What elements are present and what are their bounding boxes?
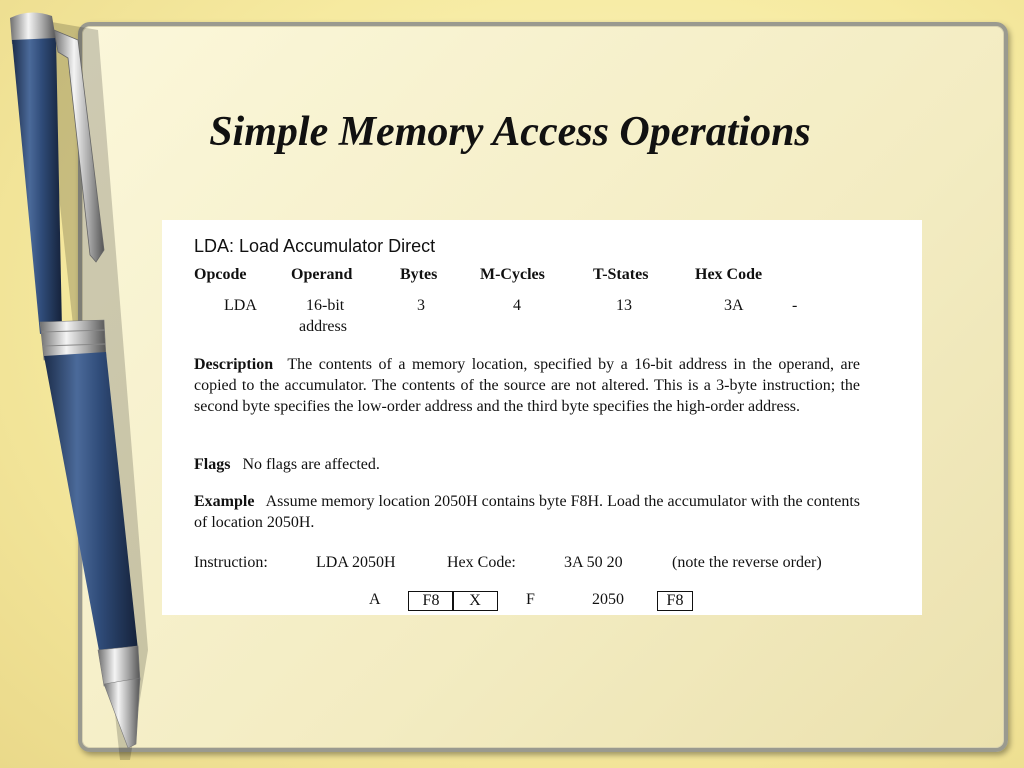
value-operand-line2: address (299, 318, 347, 335)
instruction-label: Instruction: (194, 554, 268, 571)
header-opcode: Opcode (194, 266, 247, 283)
register-a-box: F8 (408, 591, 454, 611)
header-hex-code: Hex Code (695, 266, 763, 283)
value-m-cycles: 4 (513, 297, 521, 314)
header-t-states: T-States (593, 266, 649, 283)
reverse-order-note: (note the reverse order) (672, 554, 822, 571)
flags-paragraph (194, 454, 860, 475)
memory-address: 2050 (592, 591, 624, 608)
description-label: Description (194, 356, 274, 373)
instruction-value: LDA 2050H (316, 554, 396, 571)
memory-value-box: F8 (657, 591, 693, 611)
description-text: The contents of a memory location, specified by a 16-bit address in the operand, are copied to the accumulator. The contents of the source are not altered. This is a 3-byte instruction; the second byte specifies the low-order address and the third byte specifies the high-order address. (194, 356, 860, 415)
value-operand-line1: 16-bit (306, 297, 345, 314)
register-a-label: A (369, 591, 381, 608)
register-f-label: F (526, 591, 535, 608)
instruction-heading: LDA: Load Accumulator Direct (194, 236, 436, 256)
value-t-states: 13 (616, 297, 632, 314)
value-extra: - (792, 297, 798, 314)
value-bytes: 3 (417, 297, 425, 314)
header-operand: Operand (291, 266, 353, 283)
document-panel (162, 220, 922, 615)
example-label: Example (194, 493, 255, 510)
hex-code-label: Hex Code: (447, 554, 516, 571)
slide-title: Simple Memory Access Operations (209, 109, 811, 155)
header-m-cycles: M-Cycles (480, 266, 545, 283)
value-hex-code: 3A (724, 297, 744, 314)
description-paragraph (194, 354, 860, 417)
example-text: Assume memory location 2050H contains byte F8H. Load the accumulator with the contents of location 2050H. (194, 493, 861, 531)
header-bytes: Bytes (400, 266, 438, 283)
hex-code-value: 3A 50 20 (564, 554, 623, 571)
flags-text: No flags are affected. (242, 456, 380, 473)
flags-label: Flags (194, 456, 231, 473)
example-paragraph (194, 491, 860, 533)
register-flag-box: X (452, 591, 498, 611)
value-opcode: LDA (224, 297, 257, 314)
